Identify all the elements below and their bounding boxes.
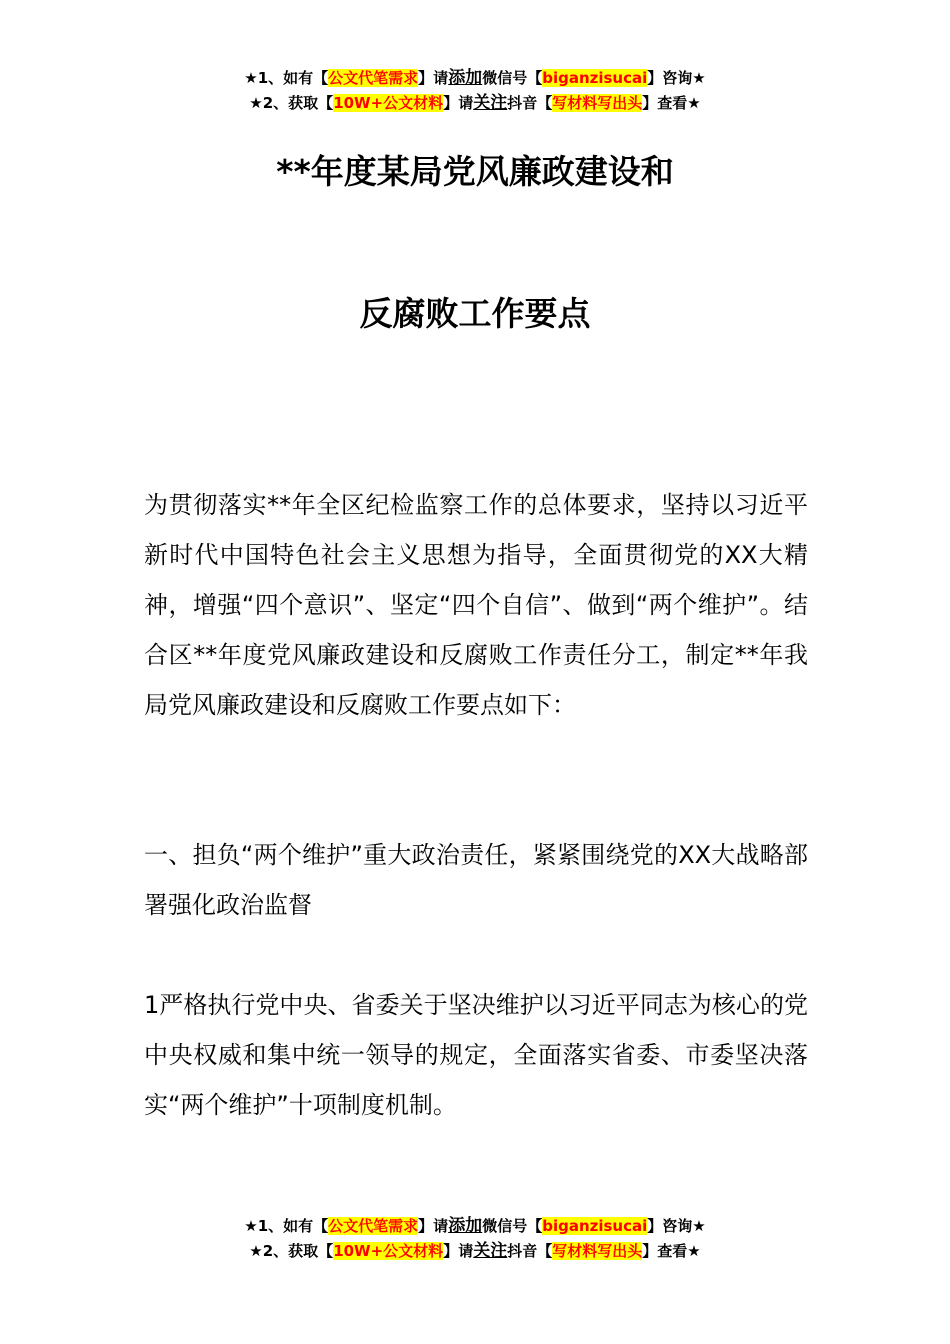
banner-line1-highlight-wechat: biganzisucai [542, 69, 648, 87]
banner-line2-highlight-douyin: 写材料写出头 [552, 94, 643, 112]
bottom-banner-line2-middle2: 抖音【 [507, 1242, 553, 1260]
bottom-banner-line-2 [0, 1239, 950, 1264]
top-banner [0, 66, 950, 116]
banner-line2-middle: 】请 [443, 94, 474, 112]
bottom-banner-line-1 [0, 1214, 950, 1239]
banner-line1-prefix: ★1、如有【 [244, 69, 329, 87]
bottom-banner-line2-highlight-douyin: 写材料写出头 [552, 1242, 643, 1260]
banner-line1-highlight-service: 公文代笔需求 [328, 69, 419, 87]
bottom-banner-line1-middle: 】请 [418, 1217, 449, 1235]
intro-paragraph: 为贯彻落实**年全区纪检监察工作的总体要求，坚持以习近平新时代中国特色社会主义思想为指导，全面贯彻党的XX大精神，增强“四个意识”、坚定“四个自信”、做到“两个维护”。结合区**年度党风廉政建设和反腐败工作责任分工，制定**年我局党风廉政建设和反腐败工作要点如下： [144, 491, 808, 719]
banner-line-1 [0, 66, 950, 91]
bottom-banner-line2-emphasis: 关注 [473, 1241, 508, 1261]
bottom-banner-line1-suffix: 】咨询★ [647, 1217, 706, 1235]
banner-line1-middle: 】请 [418, 69, 449, 87]
bottom-banner [0, 1214, 950, 1264]
bottom-banner-line1-highlight-service: 公文代笔需求 [328, 1217, 419, 1235]
bottom-banner-line1-prefix: ★1、如有【 [244, 1217, 329, 1235]
banner-line2-suffix: 】查看★ [642, 94, 701, 112]
bottom-banner-line2-middle: 】请 [443, 1242, 474, 1260]
banner-line-2 [0, 91, 950, 116]
document-title-line-1: **年度某局党风廉政建设和 [276, 152, 674, 191]
banner-line1-suffix: 】咨询★ [647, 69, 706, 87]
bottom-banner-line1-highlight-wechat: biganzisucai [542, 1217, 648, 1235]
banner-line1-middle2: 微信号【 [482, 69, 543, 87]
section-1-item-1: 1严格执行党中央、省委关于坚决维护以习近平同志为核心的党中央权威和集中统一领导的规定，全面落实省委、市委坚决落实“两个维护”十项制度机制。 [144, 991, 808, 1119]
banner-line1-emphasis: 添加 [448, 68, 483, 88]
bottom-banner-line1-emphasis: 添加 [448, 1216, 483, 1236]
bottom-banner-line2-prefix: ★2、获取【 [249, 1242, 334, 1260]
banner-line2-middle2: 抖音【 [507, 94, 553, 112]
bottom-banner-line2-suffix: 】查看★ [642, 1242, 701, 1260]
document-title-line-2: 反腐败工作要点 [359, 294, 591, 333]
section-1-heading: 一、担负“两个维护”重大政治责任，紧紧围绕党的XX大战略部署强化政治监督 [144, 841, 808, 919]
bottom-banner-line2-highlight-materials: 10W+公文材料 [333, 1242, 444, 1260]
banner-line2-emphasis: 关注 [473, 93, 508, 113]
bottom-banner-line1-middle2: 微信号【 [482, 1217, 543, 1235]
banner-line2-prefix: ★2、获取【 [249, 94, 334, 112]
banner-line2-highlight-materials: 10W+公文材料 [333, 94, 444, 112]
